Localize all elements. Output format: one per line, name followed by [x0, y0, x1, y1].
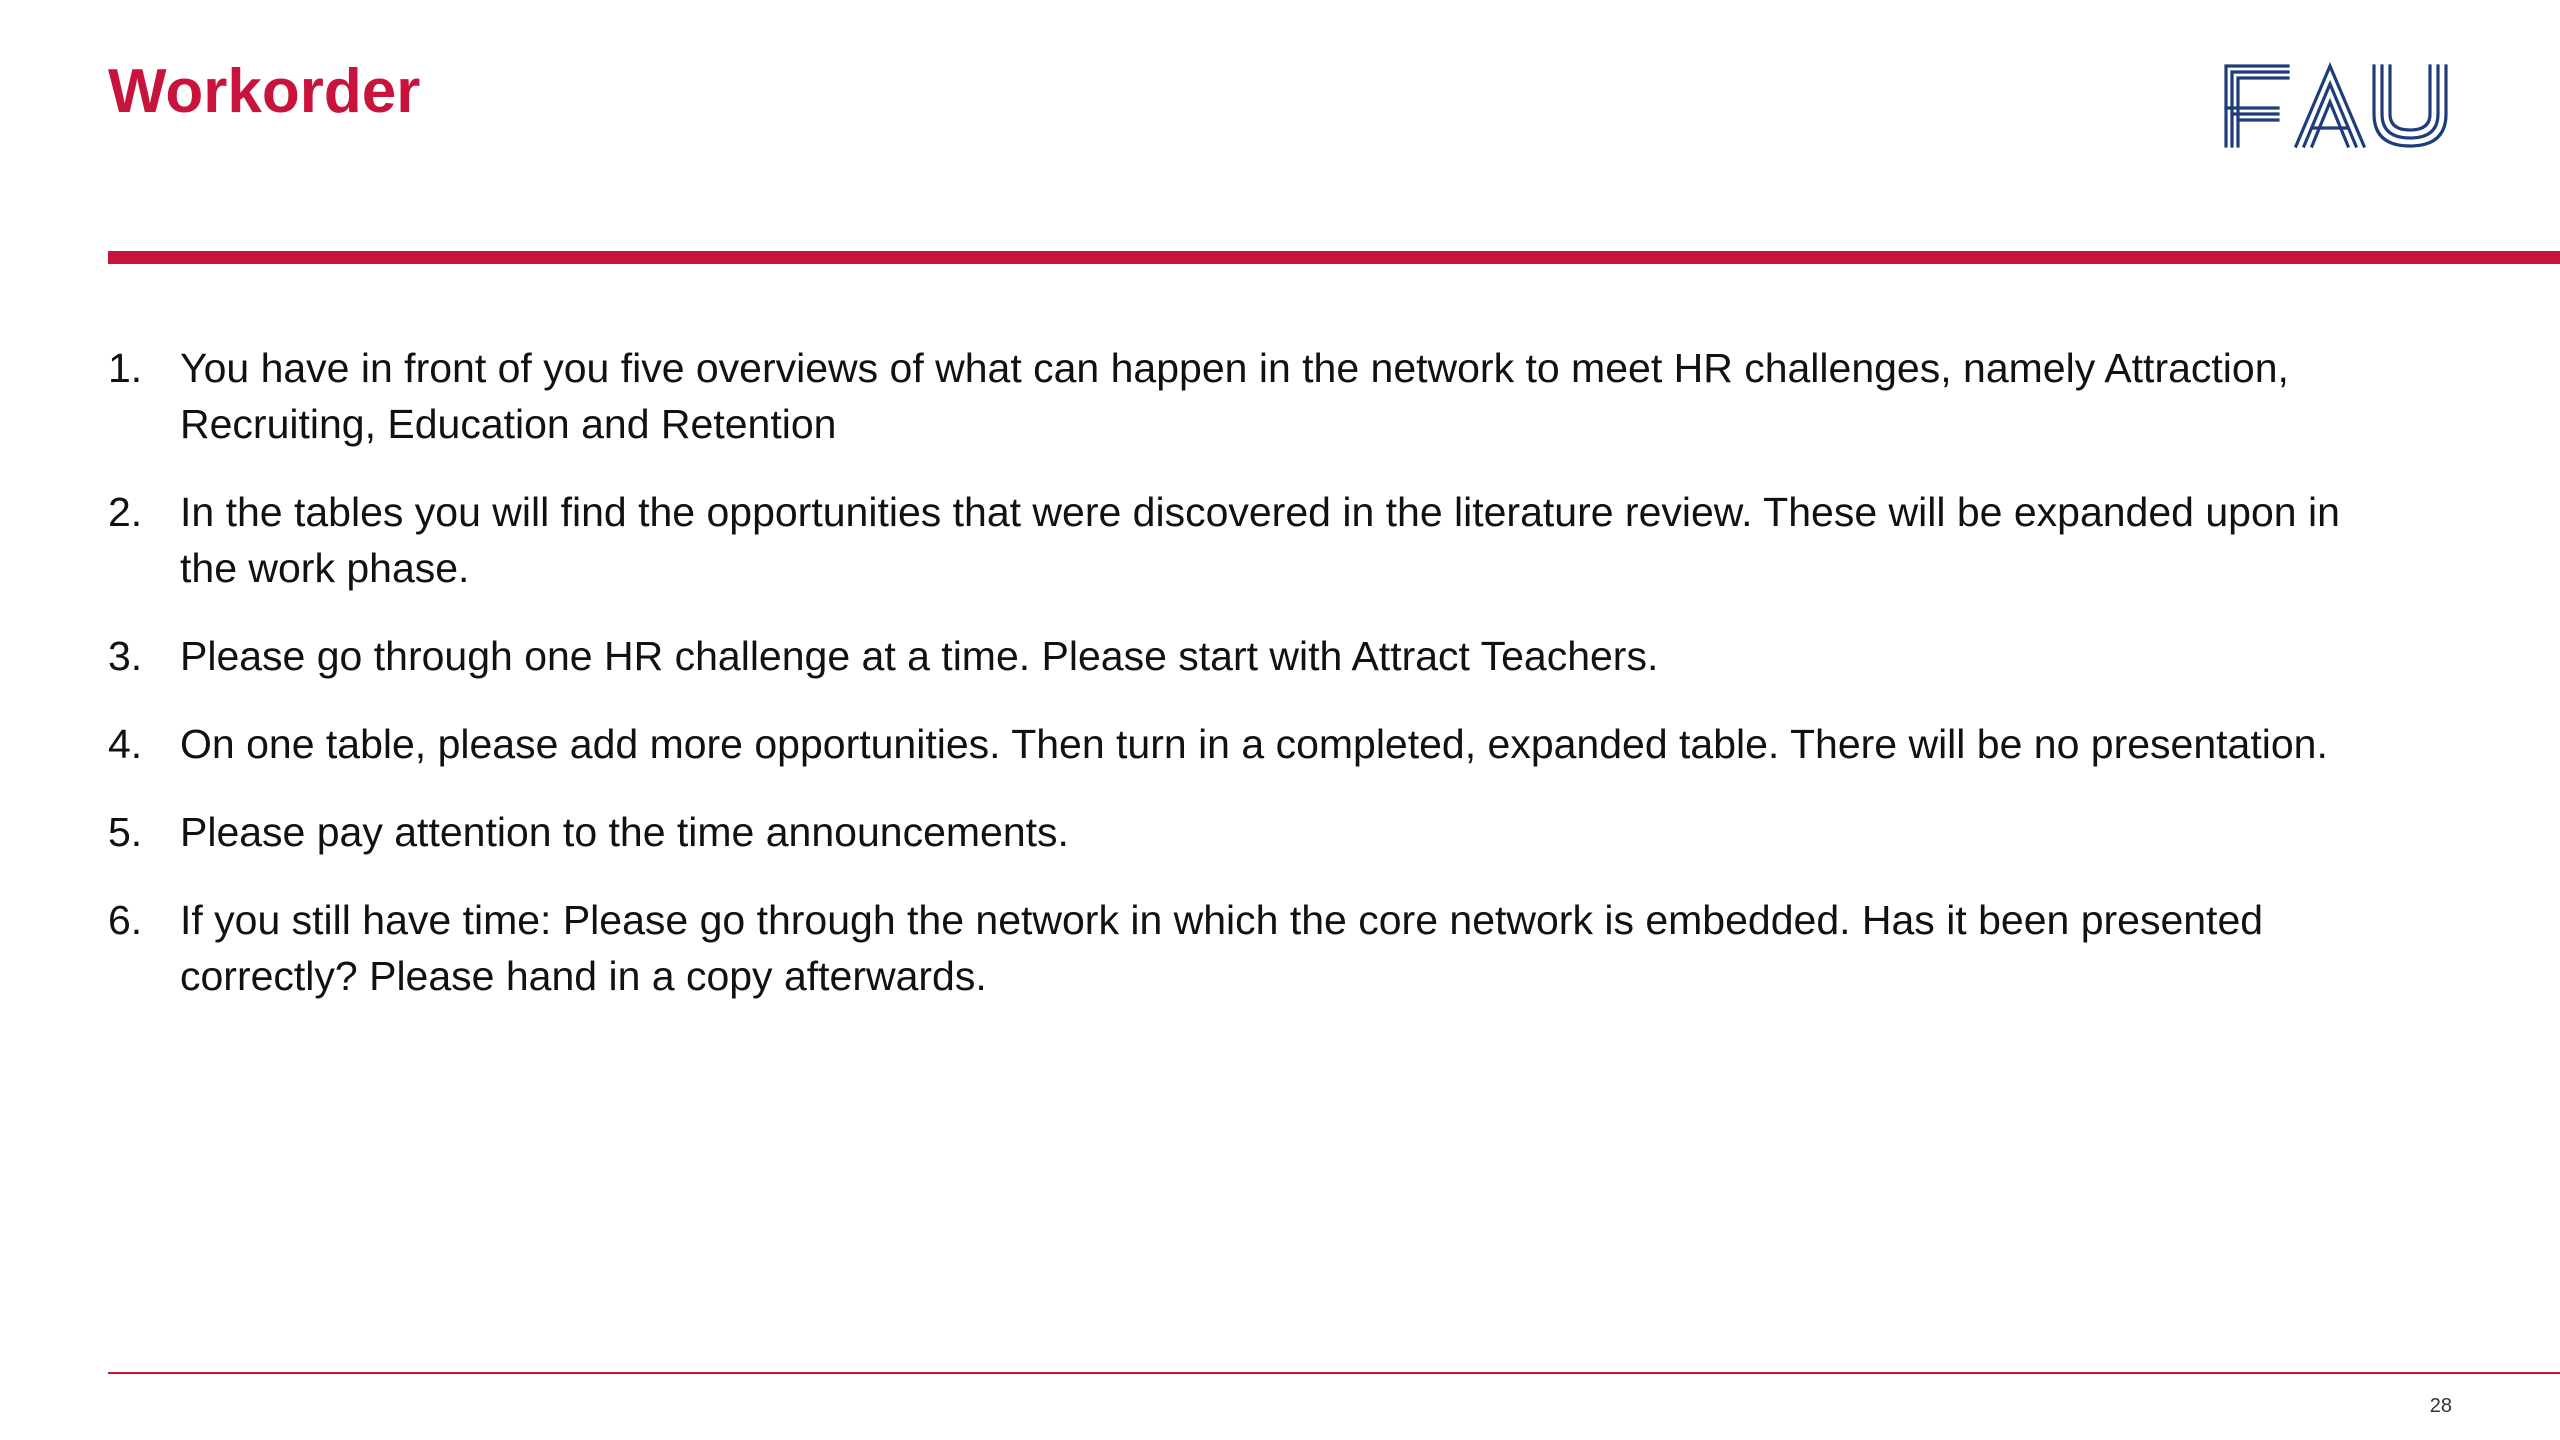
step-item: [108, 716, 2408, 772]
step-text: Please pay attention to the time announcements.: [180, 809, 1069, 855]
step-item: [108, 484, 2408, 596]
step-number: 2.: [108, 489, 143, 535]
step-text: In the tables you will find the opportunities that were discovered in the literature review. These will be expanded upon in the work phase.: [180, 489, 2340, 591]
title-divider: [108, 251, 2560, 264]
step-item: [108, 892, 2408, 1004]
fau-logo: [2222, 62, 2452, 148]
step-item: [108, 340, 2408, 452]
page-title: Workorder: [108, 57, 421, 126]
step-text: If you still have time: Please go through the network in which the core network is embedded. Has it been presented correctly? Please hand in a copy afterwards.: [180, 897, 2264, 999]
fau-logo-graphic: [2222, 62, 2452, 148]
page-number: 28: [2429, 1395, 2452, 1417]
step-text: You have in front of you five overviews of what can happen in the network to meet HR challenges, namely Attraction, Recruiting, Education and Retention: [180, 345, 2289, 447]
step-number: 1.: [108, 345, 143, 391]
step-number: 5.: [108, 809, 143, 855]
step-text: On one table, please add more opportunities. Then turn in a completed, expanded table. There will be no presentation.: [180, 721, 2328, 767]
step-number: 6.: [108, 897, 143, 943]
step-item: [108, 804, 2408, 860]
step-number: 3.: [108, 633, 143, 679]
step-number: 4.: [108, 721, 143, 767]
step-item: [108, 628, 2408, 684]
footer-divider: [108, 1372, 2560, 1374]
step-text: Please go through one HR challenge at a time. Please start with Attract Teachers.: [180, 633, 1659, 679]
workorder-steps: [108, 340, 2408, 1036]
